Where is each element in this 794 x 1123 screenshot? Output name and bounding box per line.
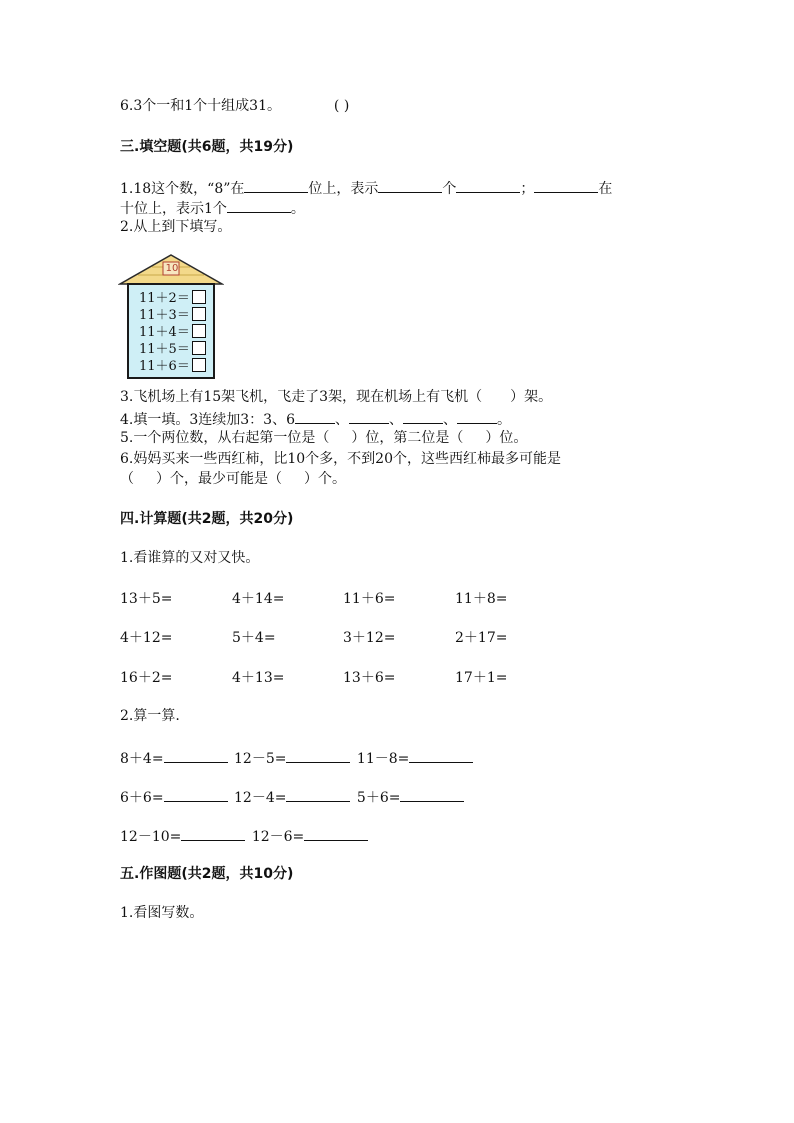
calc-item: 5＋6= bbox=[356, 790, 401, 806]
q1-part: 。 bbox=[290, 201, 305, 217]
equation-text: 11＋6＝ bbox=[139, 359, 190, 374]
calc-item: 11＋8= bbox=[455, 591, 508, 607]
equation-text: 11＋4＝ bbox=[139, 325, 190, 340]
section-5-title: 五.作图题(共2题，共10分) bbox=[120, 866, 294, 882]
answer-box[interactable] bbox=[192, 358, 206, 372]
calc-item: 13＋6= bbox=[343, 670, 396, 686]
house-body bbox=[127, 283, 215, 379]
calc-item: 4＋13= bbox=[232, 670, 285, 686]
calc-item: 6＋6= bbox=[120, 790, 164, 806]
answer-box[interactable] bbox=[192, 324, 206, 338]
roof-number: 10 bbox=[165, 263, 179, 274]
calc-item: 12－5= bbox=[234, 751, 287, 767]
q1-part: 十位上，表示1个 bbox=[120, 201, 227, 217]
q3-part: ）架。 bbox=[510, 389, 553, 405]
question-text: 6.3个一和1个十组成31。 bbox=[120, 98, 281, 114]
q1-part: 1.18这个数，“8”在 bbox=[120, 181, 245, 197]
calc-item: 8＋4= bbox=[120, 751, 164, 767]
q1-part: 位上，表示 bbox=[308, 181, 379, 197]
q4-part: 4.填一填。3连续加3：3、6 bbox=[120, 412, 295, 428]
section-4-title: 四.计算题(共2题，共20分) bbox=[120, 511, 294, 527]
fill-question-1 bbox=[120, 177, 612, 199]
equation-text: 11＋2＝ bbox=[139, 291, 190, 306]
calc-item: 3＋12= bbox=[343, 630, 396, 646]
calc-question-2: 2.算一算. bbox=[120, 708, 180, 724]
calc-item: 13＋5= bbox=[120, 591, 173, 607]
calc-item: 5＋4= bbox=[232, 630, 276, 646]
house-row bbox=[139, 307, 206, 324]
answer-parentheses: ( ) bbox=[333, 98, 350, 114]
calc-item: 12－4= bbox=[234, 790, 287, 806]
calc-item: 12－6= bbox=[251, 829, 305, 845]
answer-blank[interactable] bbox=[164, 786, 228, 802]
separator: 、 bbox=[335, 412, 349, 428]
answer-blank[interactable] bbox=[456, 177, 520, 193]
answer-blank[interactable] bbox=[227, 197, 291, 213]
calc-item: 4＋14= bbox=[232, 591, 285, 607]
fill-question-5 bbox=[120, 428, 527, 448]
house-row bbox=[139, 341, 206, 358]
calc-item: 11＋6= bbox=[343, 591, 396, 607]
house-row bbox=[139, 358, 206, 375]
calc-item: 11－8= bbox=[356, 751, 410, 767]
answer-blank[interactable] bbox=[164, 747, 228, 763]
fill-question-1-line2 bbox=[120, 197, 305, 219]
answer-blank[interactable] bbox=[244, 177, 308, 193]
answer-blank[interactable] bbox=[295, 408, 335, 424]
fill-question-2: 2.从上到下填写。 bbox=[120, 219, 232, 235]
calc-item: 12－10= bbox=[120, 829, 182, 845]
fill-question-4 bbox=[120, 408, 511, 430]
calc-item: 17＋1= bbox=[455, 670, 508, 686]
answer-blank[interactable] bbox=[403, 408, 443, 424]
house-row bbox=[139, 324, 206, 341]
separator: 。 bbox=[497, 412, 511, 428]
answer-blank[interactable] bbox=[181, 825, 245, 841]
answer-blank[interactable] bbox=[457, 408, 497, 424]
fill-calc-row bbox=[120, 786, 464, 808]
answer-blank[interactable] bbox=[286, 747, 350, 763]
draw-question-1: 1.看图写数。 bbox=[120, 905, 204, 921]
section-3-title: 三.填空题(共6题，共19分) bbox=[120, 139, 294, 155]
calc-item: 4＋12= bbox=[120, 630, 173, 646]
q6-part: ）个，最少可能是（ bbox=[156, 471, 282, 487]
q1-part: 个 bbox=[442, 181, 457, 197]
separator: 、 bbox=[389, 412, 403, 428]
answer-box[interactable] bbox=[192, 307, 206, 321]
fill-calc-row bbox=[120, 747, 473, 769]
answer-blank[interactable] bbox=[409, 747, 473, 763]
house-row bbox=[139, 290, 206, 307]
answer-blank[interactable] bbox=[304, 825, 368, 841]
q5-part: 5.一个两位数，从右起第一位是（ bbox=[120, 430, 330, 446]
fill-question-3 bbox=[120, 387, 552, 407]
equation-text: 11＋3＝ bbox=[139, 308, 190, 323]
q6-part: ）个。 bbox=[304, 471, 346, 487]
question-6-prev bbox=[120, 96, 349, 116]
q5-part: ）位。 bbox=[485, 430, 528, 446]
answer-blank[interactable] bbox=[378, 177, 442, 193]
calc-item: 16＋2= bbox=[120, 670, 173, 686]
q3-part: 3.飞机场上有15架飞机，飞走了3架，现在机场上有飞机（ bbox=[120, 389, 483, 405]
fill-question-6-line2 bbox=[120, 469, 346, 489]
separator: 、 bbox=[443, 412, 457, 428]
calc-item: 2＋17= bbox=[455, 630, 508, 646]
q1-part: ； bbox=[520, 181, 535, 197]
q6-part: （ bbox=[120, 471, 134, 487]
fill-question-6: 6.妈妈买来一些西红柿，比10个多，不到20个，这些西红柿最多可能是 bbox=[120, 451, 561, 467]
answer-blank[interactable] bbox=[349, 408, 389, 424]
answer-blank[interactable] bbox=[400, 786, 464, 802]
house-figure bbox=[118, 253, 224, 383]
answer-box[interactable] bbox=[192, 290, 206, 304]
equation-text: 11＋5＝ bbox=[139, 342, 190, 357]
answer-box[interactable] bbox=[192, 341, 206, 355]
calc-question-1: 1.看谁算的又对又快。 bbox=[120, 550, 260, 566]
answer-blank[interactable] bbox=[286, 786, 350, 802]
q1-part: 在 bbox=[598, 181, 613, 197]
fill-calc-row bbox=[120, 825, 368, 847]
answer-blank[interactable] bbox=[534, 177, 598, 193]
q5-part: ）位，第二位是（ bbox=[351, 430, 464, 446]
